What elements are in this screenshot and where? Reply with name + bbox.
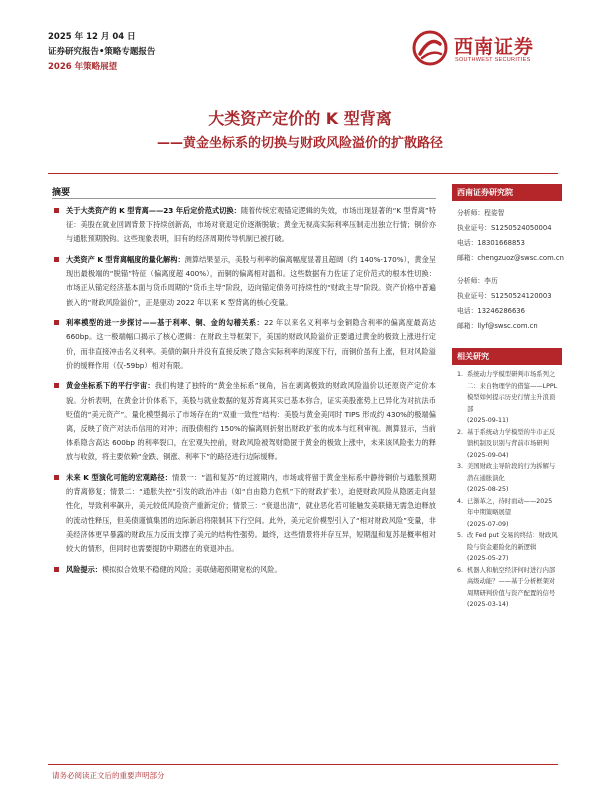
institute-heading: 西南证券研究院	[452, 184, 562, 201]
bullet-text: 测算结果显示，美股与利率的偏离幅度显著且超阔（约 140%-170%），黄金呈现出最极端的“脱锚”特征（偏离度超 400%），而铜的偏离相对温和。这些数据有力佐证了定价范式的根本性切换：市场正从锚定经济基本面与货币周期的“货币主导”阶段，迈向锚定债务可持续性的“财政主导”阶段。资产价格中普遍嵌入的“财政风险溢价”，正是驱动 2022 年以来 K 型背离的核心变量。	[66, 255, 436, 307]
analyst-email[interactable]: 邮箱：chengzuoz@swsc.com.cn	[457, 254, 564, 262]
report-title: 改 Fed put 交易的终结：财政风险与资金避险化的新逻辑	[467, 532, 558, 551]
analyst-block	[452, 201, 562, 334]
analyst-phone: 电话：18301668853	[457, 239, 525, 247]
summary-bullets	[52, 204, 436, 583]
report-date: (2025-08-25)	[467, 486, 509, 493]
summary-bullet	[52, 253, 436, 310]
summary-bullet	[52, 379, 436, 464]
company-name-en: SOUTHWEST SECURITIES	[455, 57, 531, 63]
bullet-heading: 黄金坐标系下的平行宇宙：	[66, 381, 155, 391]
bullet-text: 情景一：“温和复苏”的过渡期内，市场或将留于黄金坐标系中静待铜价与通胀预期的背离修复；情景二：“通胀失控”引发的政治冲击（如“自由隐力危机”下的财政扩张），迫使财政风险从隐匿走向显性化，导致利率飙升，美元较低风险资产重新定价；情景三：“衰退出清”，就业恶化若可能触发美联储无需急迫释放的流动性释压，但美债谨慎集团的边际新启将限制其下行空间。此外，美元定价模型引入了“相对财政风险”变量，非美经济体更早暴露的财政压力反而支撑了美元的结构性强势。最终，这些情景将并存互异，短期温和复苏是概率相对较大的情形，但同时也需要提防中期潜在的衰退冲击。	[66, 473, 436, 554]
report-number: 6.	[457, 566, 464, 574]
footer-disclaimer: 请务必阅读正文后的重要声明部分	[52, 771, 165, 780]
bullet-heading: 大类资产 K 型背离幅度的量化解构：	[66, 255, 185, 264]
related-report[interactable]	[457, 427, 560, 462]
related-report[interactable]	[457, 565, 560, 611]
related-report[interactable]	[457, 369, 560, 427]
report-title: 美国财政主导阶段的行为拆解与潜在通胀演化	[467, 463, 556, 482]
bullet-text: 随着传统宏观锚定逻辑的失效，市场出现显著的“K 型背离”特征：美股在就业回调背景下持续创新高，市场对衰退定价逐渐脱敏；黄金无视高实际利率压制走出独立行情；铜价亦与通胀预期脱钩。这些现象表明，旧有的经济周期传导机制已被打破。	[66, 206, 436, 244]
report-number: 4.	[457, 497, 464, 505]
report-date: (2025-05-27)	[467, 555, 509, 562]
analyst-name: 分析师：李历	[457, 277, 498, 285]
page-subtitle: ——黄金坐标系的切换与财政风险溢价的扩散路径	[156, 136, 443, 151]
report-meta	[48, 30, 155, 75]
analyst-cert: 执业证号：S1250524120003	[457, 292, 552, 300]
report-title: 系统动力学模型研判市场系列之二：来自物理学的借鉴——LPPL 模型如何提示历史行情主升浪顶部	[467, 371, 558, 413]
report-number: 2.	[457, 428, 464, 436]
report-date: (2025-09-11)	[467, 417, 509, 424]
report-title: 机器人和航空经济何时进行内部高级动能？——基于分析框架对周期研判价值与资产配置的信号	[467, 566, 556, 597]
related-research-list	[452, 365, 562, 611]
analyst-cert: 执业证号：S1250524050004	[457, 224, 552, 232]
summary-bullet	[52, 316, 436, 373]
report-series: 2026 年策略展望	[48, 62, 118, 72]
related-report[interactable]	[457, 530, 560, 565]
analyst-name: 分析师：程姿智	[457, 209, 505, 217]
report-date: (2025-09-04)	[467, 451, 509, 459]
related-report[interactable]	[457, 461, 560, 496]
company-logo	[412, 26, 562, 78]
report-number: 1.	[457, 371, 464, 378]
company-name-cn: 西南证券	[454, 36, 535, 58]
summary-heading: 摘要	[52, 188, 71, 198]
report-number: 5.	[457, 532, 464, 539]
company-logo-icon	[412, 30, 448, 66]
bullet-text: 22 年以来名义利率与金铜隐含利率的偏离度最高达 660bp。这一极端幅口揭示了核心逻辑：在财政主导框架下，美国的财政风险溢价正要通过黄金的极致上涨进行定价，而非直接冲击名义利率。美债的飙升并没有直接反映了隐含实际利率的深度下行，而铜价虽有上涨，但对风险溢价的缓释作用（仅-59bp）相对有限。	[66, 318, 436, 370]
related-research-heading: 相关研究	[452, 348, 562, 365]
bullet-heading: 未来 K 型演化可能的宏观路径：	[66, 473, 173, 483]
report-type: 证券研究报告•策略专题报告	[48, 47, 156, 57]
summary-bullet	[52, 471, 436, 556]
report-date: (2025-07-09)	[467, 520, 509, 528]
footer-divider	[48, 764, 558, 765]
analyst-email[interactable]: 邮箱：llyf@swsc.com.cn	[457, 322, 538, 330]
sidebar	[452, 184, 562, 611]
report-date: 2025 年 12 月 04 日	[48, 32, 136, 42]
page-title: 大类资产定价的 K 型背离	[208, 109, 392, 128]
bullet-text: 模拟拟合效果不稳健的风险；美联储超预期宽松的风险。	[101, 564, 282, 574]
bullet-heading: 关于大类资产的 K 型背离——23 年后定价范式切换：	[66, 206, 241, 215]
bullet-heading: 利率模型的进一步探讨——基于利率、铜、金的勾稽关系：	[66, 318, 265, 328]
bullet-text: 我们构建了独特的“黄金坐标系”视角，旨在剥离极致的财政风险溢价以还原资产定价本貌。分析表明，在黄金计价体系下，美股与就业数据的复苏背离其实已基本弥合，证实美股涨势上已异化为对抗法币贬值的“美元资产”。量化模型揭示了市场存在的“双重一致性”结构：美股与黄金美同时 TIPS 形成约 430%的极端偏离，反映了资产对法币信用的对冲；而股债相约 150%的偏离则折射出财政扩张的成本与红利审视。测算显示，当前体系隐含高达 600bp 的利率裂口，在宏观失控前，财政风险被驾财隐匿于黄金的极致上涨中，未来该风险张力的释放与收敛，将主要依赖“金跌、铜涨、利率下”的路径进行边际缓释。	[66, 381, 436, 462]
report-title: 基于系统动力学模型的牛市正反馈机制及识别与背前市场研判	[467, 428, 556, 447]
bullet-heading: 风险提示：	[66, 564, 102, 574]
risk-bullet	[52, 563, 436, 577]
report-number: 3.	[457, 463, 464, 470]
report-date: (2025-03-14)	[467, 601, 509, 608]
summary-divider	[52, 198, 436, 199]
title-divider	[48, 173, 558, 174]
analyst-phone: 电话：13246286636	[457, 307, 525, 315]
related-report[interactable]	[457, 496, 560, 531]
report-title: 已渐革之，待时而动——2025 年中期策略展望	[467, 497, 553, 516]
summary-bullet	[52, 204, 436, 247]
